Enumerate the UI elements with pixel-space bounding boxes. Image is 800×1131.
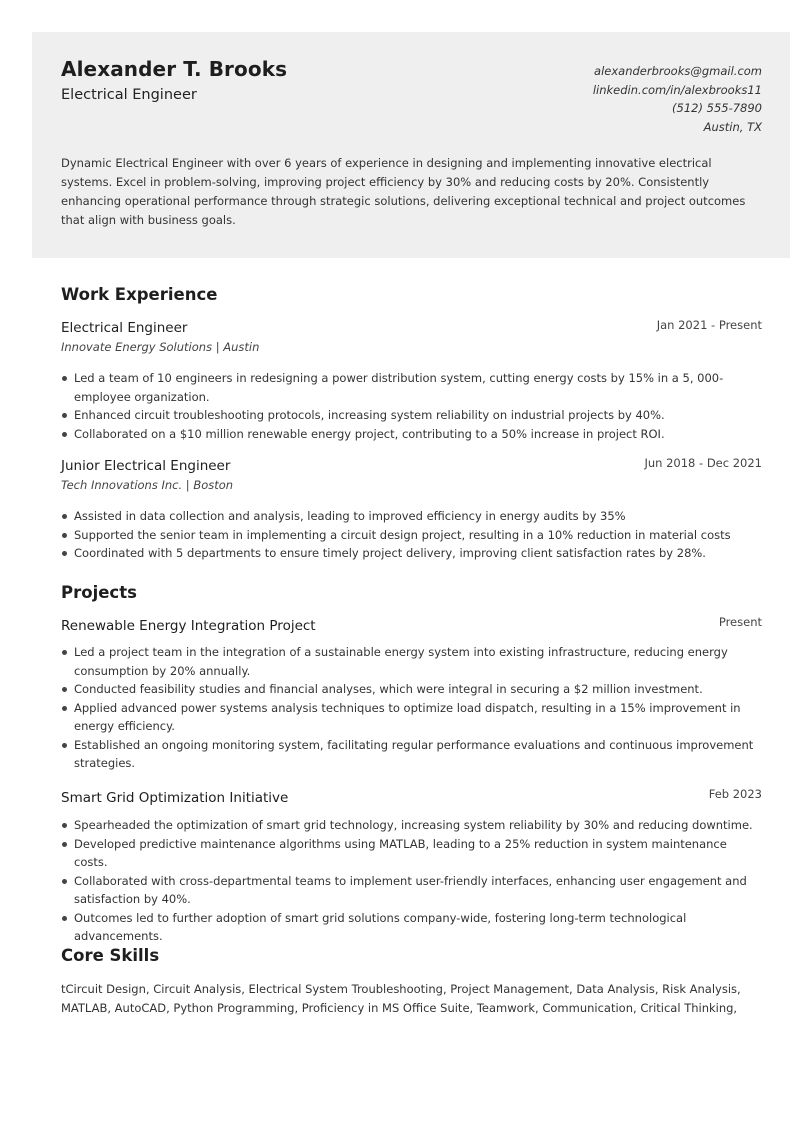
list-item: Collaborated on a $10 million renewable energy project, contributing to a 50% increase in project ROI.: [61, 425, 761, 444]
project-dates: Present: [718, 615, 762, 629]
project-title: Renewable Energy Integration Project: [61, 618, 316, 634]
candidate-title: Electrical Engineer: [61, 87, 197, 103]
skills-list: tCircuit Design, Circuit Analysis, Electrical System Troubleshooting, Project Management, Data Analysis, Risk Analysis, MATLAB, AutoCAD, Python Programming, Proficiency in MS Office Suite, Teamwork, Communication, Critical Thinking,: [61, 982, 741, 1015]
project-title: Smart Grid Optimization Initiative: [61, 790, 289, 806]
list-item: Applied advanced power systems analysis techniques to optimize load dispatch, resulting in a 15% improvement in energy efficiency.: [61, 699, 761, 736]
list-item: Spearheaded the optimization of smart grid technology, increasing system reliability by 30% and reducing downtime.: [61, 816, 761, 835]
linkedin-link[interactable]: linkedin.com/in/alexbrooks11: [592, 82, 762, 97]
list-item: Outcomes led to further adoption of smart grid solutions company-wide, fostering long-term technological advancements.: [61, 909, 761, 946]
list-item: Conducted feasibility studies and financial analyses, which were integral in securing a $2 million investment.: [61, 680, 761, 699]
project-dates: Feb 2023: [708, 787, 762, 801]
job-bullets: [61, 507, 761, 563]
core-skills-heading: Core Skills: [61, 946, 160, 965]
job-dates: Jan 2021 - Present: [656, 318, 762, 332]
job-company: Tech Innovations Inc. | Boston: [61, 478, 234, 492]
job-dates: Jun 2018 - Dec 2021: [644, 456, 762, 470]
projects-heading: Projects: [61, 583, 137, 602]
list-item: Developed predictive maintenance algorithms using MATLAB, leading to a 25% reduction in system maintenance costs.: [61, 835, 761, 872]
list-item: Established an ongoing monitoring system, facilitating regular performance evaluations and continuous improvement strategies.: [61, 736, 761, 773]
list-item: Enhanced circuit troubleshooting protocols, increasing system reliability on industrial projects by 40%.: [61, 406, 761, 425]
candidate-name: Alexander T. Brooks: [61, 57, 288, 81]
list-item: Coordinated with 5 departments to ensure timely project delivery, improving client satisfaction rates by 28%.: [61, 544, 761, 563]
contact-info: [593, 62, 762, 136]
job-company: Innovate Energy Solutions | Austin: [61, 340, 260, 354]
job-title: Junior Electrical Engineer: [61, 458, 231, 474]
professional-summary: Dynamic Electrical Engineer with over 6 years of experience in designing and implementing innovative electrical systems. Excel in problem-solving, improving project efficiency by 30% and reducing costs by 20%. Consistently enhancing operational performance through strategic solutions, delivering exceptional technical and project outcomes that align with business goals.: [61, 156, 746, 227]
resume-header: [32, 32, 790, 258]
project-bullets: [61, 643, 761, 773]
list-item: Collaborated with cross-departmental teams to implement user-friendly interfaces, enhancing user engagement and satisfaction by 40%.: [61, 872, 761, 909]
email-link[interactable]: alexanderbrooks@gmail.com: [594, 64, 762, 78]
job-bullets: [61, 369, 761, 443]
project-bullets: [61, 816, 761, 946]
location: Austin, TX: [703, 119, 762, 134]
list-item: Led a project team in the integration of a sustainable energy system into existing infrastructure, reducing energy consumption by 20% annually.: [61, 643, 761, 680]
work-experience-heading: Work Experience: [61, 285, 218, 304]
list-item: Supported the senior team in implementing a circuit design project, resulting in a 10% reduction in material costs: [61, 526, 761, 545]
job-title: Electrical Engineer: [61, 320, 188, 336]
list-item: Assisted in data collection and analysis, leading to improved efficiency in energy audits by 35%: [61, 507, 761, 526]
phone-number: (512) 555-7890: [672, 101, 762, 115]
list-item: Led a team of 10 engineers in redesigning a power distribution system, cutting energy costs by 15% in a 5, 000-employee organization.: [61, 369, 761, 406]
